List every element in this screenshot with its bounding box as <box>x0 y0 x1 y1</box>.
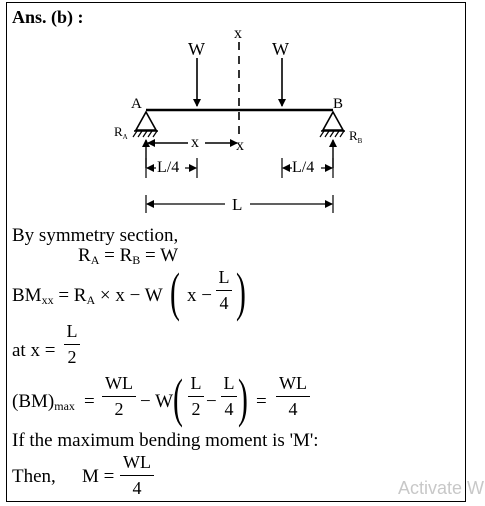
bm-max-eq2: = <box>256 391 267 412</box>
bm-max-fraction-2: L 2 <box>188 374 204 418</box>
bm-max-minus-w: − W <box>140 391 174 412</box>
bm-max-eq1: = <box>84 391 95 412</box>
left-quarter-label: L/4 <box>157 159 180 176</box>
bm-xx-inner: x − <box>187 285 212 306</box>
support-b-label: B <box>333 96 344 112</box>
bm-max-minus: − <box>206 391 217 412</box>
answer-label: Ans. (b) : <box>12 7 84 27</box>
final-fraction: WL 4 <box>120 453 154 497</box>
final-m-eq: M = <box>82 466 115 487</box>
bm-max-open-paren: ( <box>173 368 183 428</box>
bm-max-fraction-4: WL 4 <box>276 374 310 418</box>
section-label-top: x <box>234 25 242 42</box>
at-x-fraction: L 2 <box>64 322 80 366</box>
bm-max-fraction-1: WL 2 <box>102 374 136 418</box>
bm-max-close-paren: ) <box>238 368 248 428</box>
support-b <box>320 112 345 137</box>
section-label-bottom: x <box>236 137 244 154</box>
bm-xx-open-paren: ( <box>170 262 180 322</box>
bm-max-lhs: $(BM)_{max}$ <box>12 391 75 413</box>
bm-xx-close-paren: ) <box>236 262 246 322</box>
activate-windows-watermark: Activate W <box>398 478 485 498</box>
bm-max-fraction-3: L 4 <box>221 374 237 418</box>
final-then: Then, <box>12 466 56 487</box>
reaction-b-label: $R_B$ <box>349 128 363 145</box>
distance-x-label: x <box>191 134 199 151</box>
at-x-text: at x = <box>12 340 56 361</box>
load-label-right: W <box>272 39 289 59</box>
symmetry-line: By symmetry section, <box>12 225 179 246</box>
bm-xx-equation: $BM_{xx} = R_A \times x - W$ <box>12 285 163 307</box>
bm-xx-fraction: L 4 <box>216 268 232 312</box>
support-a <box>133 112 158 137</box>
load-label-left: W <box>188 39 205 59</box>
max-moment-line: If the maximum bending moment is 'M': <box>12 430 319 451</box>
beam-diagram <box>0 0 485 225</box>
reaction-equation: $R_A = R_B = W$ <box>78 245 179 267</box>
reaction-a-label: $R_A$ <box>114 124 128 141</box>
right-quarter-label: L/4 <box>292 159 315 176</box>
support-a-label: A <box>131 96 142 112</box>
span-label: L <box>232 195 243 214</box>
